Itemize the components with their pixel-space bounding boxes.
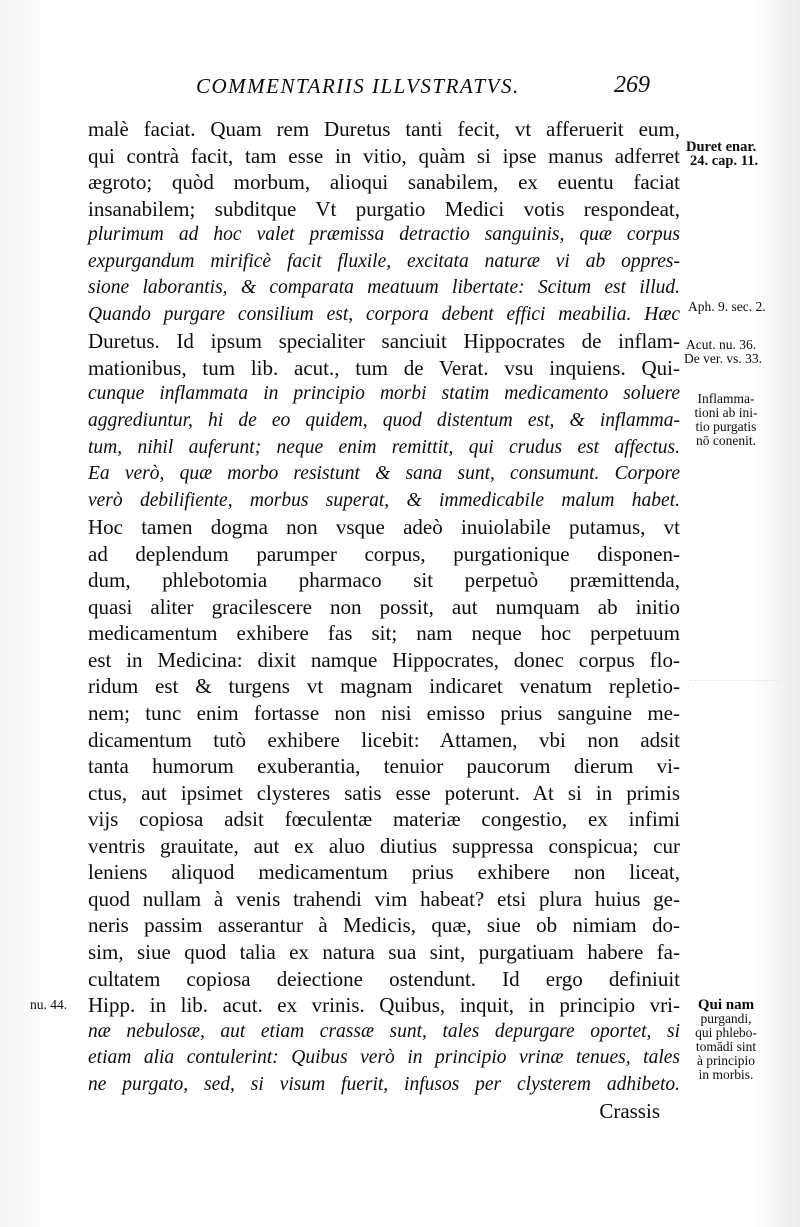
text-line: Ea verò, quæ morbo resistunt & sana sunt, consumunt. Corpore [88,463,680,485]
text-line: cultatem copiosa deiectione ostendunt. Id ergo definiuit [88,966,680,991]
running-head: COMMENTARIIS ILLVSTRATVS. [196,74,520,98]
text-line: dicamentum tutò exhibere licebit: Attamen, vbi non adsit [88,727,680,752]
text-line: neris passim asserantur à Medicis, quæ, siue ob nimiam do- [88,913,680,938]
text-line: aggrediuntur, hi de eo quidem, quod distentum est, & inflamma- [88,410,680,432]
margin-note-qui-nam: Qui nam purgandi, qui phlebo- tomādi sint à principio in morbis. [695,997,757,1082]
text-line: tanta humorum exuberantia, tenuior paucorum dierum vi- [88,754,680,779]
text-line: ad deplendum parumper corpus, purgationique disponen- [88,541,680,566]
text-line: Hoc tamen dogma non vsque adeò inuiolabile putamus, vt [88,515,680,540]
text-line: quod nullam à venis trahendi vim habeat? etsi plura huius ge- [88,886,680,911]
text-line: ne purgato, sed, si visum fuerit, infusos per clysterem adhibeto. [88,1073,680,1095]
page-number: 269 [614,72,650,98]
text-line: insanabilem; subditque Vt purgatio Medici votis respondeat, [88,196,680,221]
text-line: quasi aliter gracilescere non possit, aut numquam ab initio [88,594,680,619]
text-line: Quando purgare consilium est, corpora debent effici meabilia. Hæc [88,303,680,325]
text-line: est in Medicina: dixit namque Hippocrates, donec corpus flo- [88,647,680,672]
text-line: sim, siue quod talia ex natura sua sint, purgatiuam habere fa- [88,939,680,964]
text-line: ctus, aut ipsimet clysteres satis esse poterunt. At si in primis [88,780,680,805]
text-line: dum, phlebotomia pharmaco sit perpetuò præmittenda, [88,568,680,593]
text-line: mationibus, tum lib. acut., tum de Verat. vsu inquiens. Qui- [88,355,680,380]
margin-note-nu44: nu. 44. [30,997,68,1012]
text-line: leniens aliquod medicamentum prius exhibere non liceat, [88,860,680,885]
text-line: etiam alia contulerint: Quibus verò in principio vrinæ tenues, tales [88,1047,680,1069]
margin-note-aph: Aph. 9. sec. 2. [688,299,766,314]
text-line: qui contrà facit, tam esse in vitio, quàm si ipse manus adferret [88,143,680,168]
catchword: Crassis [599,1099,660,1124]
text-line: cunque inflammata in principio morbi statim medicamento soluere [88,383,680,405]
margin-note-acut: Acut. nu. 36. De ver. vs. 33. [684,337,762,366]
text-line: expurgandum mirificè facit fluxile, excitata naturæ vi ab oppres- [88,250,680,272]
bleed-through-mark [690,680,780,741]
text-line: ægroto; quòd morbum, alioqui sanabilem, ex euentu faciat [88,170,680,195]
text-line: sione laborantis, & comparata meatuum libertate: Scitum est illud. [88,277,680,299]
main-text-column [88,116,680,1125]
text-line: verò debilifiente, morbus superat, & immedicabile malum habet. [88,489,680,511]
text-line: tum, nihil auferunt; neque enim remittit, qui crudus est affectus. [88,436,680,458]
text-line: malè faciat. Quam rem Duretus tanti fecit, vt afferuerit eum, [88,117,680,141]
text-line: ventris grauitate, aut ex aluo diutius suppressa conspicua; cur [88,833,680,858]
text-line: plurimum ad hoc valet præmissa detractio sanguinis, quæ corpus [88,224,680,246]
text-line: Hipp. in lib. acut. ex vrinis. Quibus, inquit, in principio vri- [88,993,680,1018]
text-line: Duretus. Id ipsum specialiter sanciuit Hippocrates de inflam- [88,329,680,354]
margin-note-inflammationi: Inflamma- tioni ab ini- tio purgatis nō conenit. [694,391,758,448]
text-line: nem; tunc enim fortasse non nisi emisso prius sanguine me- [88,701,680,726]
margin-note-duret: Duret enar. 24. cap. 11. [686,139,759,169]
text-line: næ nebulosæ, aut etiam crassæ sunt, tales depurgare oportet, si [88,1020,680,1042]
text-line: medicamentum exhibere fas sit; nam neque hoc perpetuum [88,621,680,646]
text-line: ridum est & turgens vt magnam indicaret venatum repletio- [88,674,680,699]
text-line: vijs copiosa adsit fœculentæ materiæ congestio, ex infimi [88,807,680,832]
